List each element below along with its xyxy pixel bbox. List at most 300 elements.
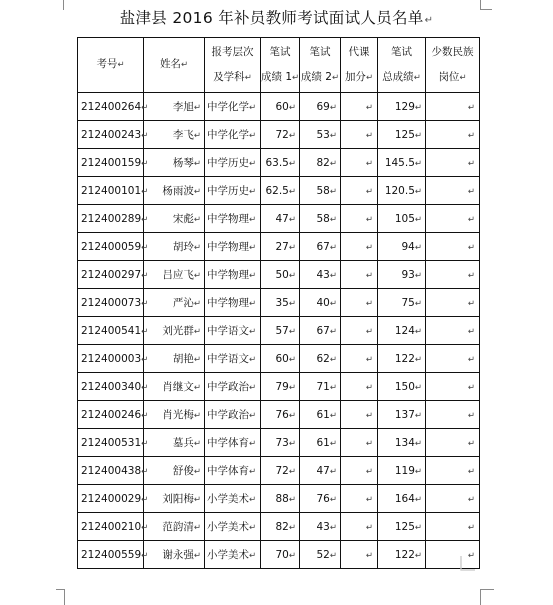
cell-mark-icon: ↵ — [288, 102, 296, 113]
header-text: 加分 — [344, 70, 366, 83]
cell-score2 — [300, 121, 341, 149]
cell-text: 145.5 — [384, 156, 415, 169]
cell-mark-icon: ↵ — [414, 186, 422, 197]
cell-mark-icon: ↵ — [365, 214, 373, 225]
cell-mark-icon: ↵ — [141, 242, 149, 253]
cell-mark-icon: ↵ — [193, 523, 201, 533]
cell-text: 73 — [275, 436, 289, 449]
cell-text: 212400159 — [81, 156, 142, 169]
cell-mark-icon: ↵ — [288, 270, 296, 281]
cell-mark-icon: ↵ — [249, 159, 257, 169]
cell-score1 — [261, 121, 300, 149]
cell-score2 — [300, 541, 341, 569]
cell-score2 — [300, 373, 341, 401]
cell-text: 53 — [316, 128, 330, 141]
cell-mark-icon: ↵ — [414, 438, 422, 449]
cell-mark-icon: ↵ — [193, 467, 201, 477]
header-text: 岗位 — [438, 70, 460, 83]
cell-exam-no — [78, 485, 149, 513]
cell-score2 — [300, 261, 341, 289]
cell-minority-post — [426, 317, 480, 345]
cell-exam-no — [78, 317, 149, 345]
cell-mark-icon: ↵ — [249, 215, 257, 225]
cell-level-subject — [205, 205, 261, 233]
cell-text: 63.5 — [265, 156, 289, 169]
cell-exam-no — [78, 261, 149, 289]
cell-mark-icon: ↵ — [329, 550, 337, 561]
cell-minority-post — [426, 513, 480, 541]
cell-mark-icon: ↵ — [249, 551, 257, 561]
table-row — [78, 513, 480, 541]
cell-total — [378, 457, 426, 485]
cell-mark-icon: ↵ — [413, 72, 421, 83]
cell-text: 125 — [394, 520, 415, 533]
cell-mark-icon: ↵ — [414, 466, 422, 477]
cell-score2 — [300, 233, 341, 261]
cell-text: 62 — [316, 352, 330, 365]
cell-text: 宋彪 — [172, 213, 194, 225]
header-text: 笔试 — [309, 45, 331, 58]
cell-text: 杨雨波 — [162, 185, 194, 197]
cell-mark-icon: ↵ — [288, 326, 296, 337]
cell-total — [378, 429, 426, 457]
cell-text: 小学美术 — [207, 493, 249, 505]
cell-minority-post — [426, 261, 480, 289]
cell-mark-icon: ↵ — [141, 494, 149, 505]
cell-mark-icon: ↵ — [249, 131, 257, 141]
cell-mark-icon: ↵ — [467, 550, 475, 561]
cell-name — [144, 205, 205, 233]
cell-text: 76 — [316, 492, 330, 505]
cell-text: 212400246 — [81, 408, 142, 421]
cell-text: 119 — [394, 464, 415, 477]
crop-mark-bottom-left-v — [64, 589, 65, 605]
cell-text: 中学政治 — [207, 409, 249, 421]
cell-total — [378, 177, 426, 205]
cell-mark-icon: ↵ — [467, 186, 475, 197]
cell-text: 67 — [316, 324, 330, 337]
cell-mark-icon: ↵ — [329, 466, 337, 477]
cell-text: 137 — [394, 408, 415, 421]
cell-text: 中学体育 — [207, 437, 249, 449]
cell-total — [378, 541, 426, 569]
cell-mark-icon: ↵ — [141, 466, 149, 477]
cell-mark-icon: ↵ — [193, 495, 201, 505]
cell-text: 47 — [316, 464, 330, 477]
cell-total — [378, 513, 426, 541]
cell-score2 — [300, 429, 341, 457]
cell-exam-no — [78, 429, 149, 457]
cell-mark-icon: ↵ — [467, 410, 475, 421]
cell-name — [144, 177, 205, 205]
cell-mark-icon: ↵ — [193, 243, 201, 253]
cell-text: 212400029 — [81, 492, 142, 505]
cell-mark-icon: ↵ — [365, 466, 373, 477]
cell-mark-icon: ↵ — [193, 131, 201, 141]
cell-mark-icon: ↵ — [249, 327, 257, 337]
cell-mark-icon: ↵ — [459, 72, 467, 83]
cell-score2 — [300, 317, 341, 345]
cell-level-subject — [205, 149, 261, 177]
cell-exam-no — [78, 233, 149, 261]
cell-text: 小学美术 — [207, 521, 249, 533]
cell-text: 中学物理 — [207, 269, 249, 281]
cell-mark-icon: ↵ — [288, 242, 296, 253]
cell-text: 43 — [316, 268, 330, 281]
cell-text: 58 — [316, 212, 330, 225]
cell-exam-no — [78, 93, 149, 121]
cell-mark-icon: ↵ — [467, 354, 475, 365]
cell-mark-icon: ↵ — [467, 382, 475, 393]
header-text: 考号 — [96, 58, 118, 70]
cell-total — [378, 289, 426, 317]
cell-exam-no — [78, 177, 149, 205]
cell-text: 134 — [394, 436, 415, 449]
cell-text: 120.5 — [384, 184, 415, 197]
cell-text: 27 — [275, 240, 289, 253]
cell-bonus — [341, 289, 378, 317]
cell-text: 212400073 — [81, 296, 142, 309]
cell-text: 71 — [316, 380, 330, 393]
cell-mark-icon: ↵ — [249, 411, 257, 421]
cell-text: 中学语文 — [207, 325, 249, 337]
cell-text: 胡艳 — [172, 353, 194, 365]
title-text: 盐津县 2016 年补员教师考试面试人员名单 — [119, 9, 424, 27]
cell-score1 — [261, 149, 300, 177]
cell-mark-icon: ↵ — [141, 186, 149, 197]
cell-bonus — [341, 149, 378, 177]
header-text: 成绩 1 — [261, 70, 293, 83]
cell-exam-no — [78, 401, 149, 429]
cell-level-subject — [205, 317, 261, 345]
cell-score2 — [300, 149, 341, 177]
table-row — [78, 373, 480, 401]
cell-text: 82 — [316, 156, 330, 169]
table-row — [78, 261, 480, 289]
cell-mark-icon: ↵ — [292, 72, 300, 83]
cell-level-subject — [205, 457, 261, 485]
cell-mark-icon: ↵ — [365, 72, 374, 83]
cell-mark-icon: ↵ — [141, 410, 149, 421]
cell-mark-icon: ↵ — [329, 158, 337, 169]
cell-name — [144, 345, 205, 373]
cell-mark-icon: ↵ — [414, 382, 422, 393]
cell-exam-no — [78, 513, 149, 541]
cell-level-subject — [205, 261, 261, 289]
cell-text: 122 — [394, 548, 415, 561]
cell-text: 范韵清 — [162, 521, 194, 533]
cell-bonus — [341, 317, 378, 345]
cell-minority-post — [426, 233, 480, 261]
cell-text: 肖光梅 — [162, 409, 194, 421]
cell-score1 — [261, 261, 300, 289]
cell-text: 吕应飞 — [162, 269, 194, 281]
cell-level-subject — [205, 401, 261, 429]
cell-level-subject — [205, 373, 261, 401]
cell-text: 李旭 — [172, 101, 194, 113]
cell-text: 杨琴 — [172, 157, 194, 169]
cell-text: 212400297 — [81, 268, 142, 281]
cell-mark-icon: ↵ — [414, 270, 422, 281]
cell-text: 60 — [275, 100, 289, 113]
cell-mark-icon: ↵ — [329, 410, 337, 421]
header-minority-post — [426, 38, 480, 93]
cell-score1 — [261, 401, 300, 429]
cell-mark-icon: ↵ — [414, 298, 422, 309]
cell-mark-icon: ↵ — [288, 298, 296, 309]
cell-text: 中学历史 — [207, 185, 249, 197]
cell-mark-icon: ↵ — [414, 494, 422, 505]
cell-name — [144, 513, 205, 541]
cell-text: 150 — [394, 380, 415, 393]
table-row — [78, 93, 480, 121]
cell-mark-icon: ↵ — [365, 186, 373, 197]
cell-text: 李飞 — [172, 129, 194, 141]
header-score2 — [300, 38, 341, 93]
cell-bonus — [341, 401, 378, 429]
table-row — [78, 485, 480, 513]
cell-score1 — [261, 373, 300, 401]
cell-mark-icon: ↵ — [141, 438, 149, 449]
table-header-row — [78, 38, 480, 93]
cell-text: 中学政治 — [207, 381, 249, 393]
cell-mark-icon: ↵ — [249, 467, 257, 477]
cell-score1 — [261, 317, 300, 345]
cell-score1 — [261, 205, 300, 233]
cell-mark-icon: ↵ — [414, 522, 422, 533]
cell-name — [144, 289, 205, 317]
cell-mark-icon: ↵ — [244, 72, 252, 83]
cell-total — [378, 149, 426, 177]
cell-mark-icon: ↵ — [414, 158, 422, 169]
cell-text: 中学语文 — [207, 353, 249, 365]
cell-mark-icon: ↵ — [414, 242, 422, 253]
header-level-subject — [205, 38, 261, 93]
cell-total — [378, 261, 426, 289]
cell-text: 129 — [394, 100, 415, 113]
cell-text: 中学体育 — [207, 465, 249, 477]
table-row — [78, 457, 480, 485]
cell-level-subject — [205, 345, 261, 373]
cell-text: 75 — [401, 296, 415, 309]
table-row — [78, 401, 480, 429]
cell-mark-icon: ↵ — [288, 494, 296, 505]
cell-mark-icon: ↵ — [249, 243, 257, 253]
cell-total — [378, 401, 426, 429]
cell-mark-icon: ↵ — [467, 522, 475, 533]
cell-text: 212400003 — [81, 352, 142, 365]
cell-text: 212400059 — [81, 240, 142, 253]
cell-mark-icon: ↵ — [141, 326, 149, 337]
cell-mark-icon: ↵ — [467, 298, 475, 309]
cell-name — [144, 149, 205, 177]
cell-mark-icon: ↵ — [249, 271, 257, 281]
cell-mark-icon: ↵ — [249, 299, 257, 309]
cell-text: 35 — [275, 296, 289, 309]
table-row — [78, 345, 480, 373]
cell-bonus — [341, 233, 378, 261]
cell-score2 — [300, 485, 341, 513]
cell-mark-icon: ↵ — [329, 494, 337, 505]
cell-minority-post — [426, 93, 480, 121]
cell-text: 墓兵 — [172, 437, 194, 449]
cell-text: 61 — [316, 408, 330, 421]
cell-text: 164 — [394, 492, 415, 505]
cell-name — [144, 373, 205, 401]
cell-mark-icon: ↵ — [288, 438, 296, 449]
cell-level-subject — [205, 289, 261, 317]
cell-bonus — [341, 345, 378, 373]
cell-mark-icon: ↵ — [329, 354, 337, 365]
cell-mark-icon: ↵ — [414, 130, 422, 141]
table-row — [78, 121, 480, 149]
cell-score2 — [300, 289, 341, 317]
cell-bonus — [341, 485, 378, 513]
cell-mark-icon: ↵ — [467, 494, 475, 505]
table-row — [78, 233, 480, 261]
cell-mark-icon: ↵ — [365, 298, 373, 309]
cell-total — [378, 373, 426, 401]
cell-mark-icon: ↵ — [365, 102, 373, 113]
cell-exam-no — [78, 345, 149, 373]
cell-text: 胡玲 — [172, 241, 194, 253]
cell-level-subject — [205, 429, 261, 457]
cell-score2 — [300, 177, 341, 205]
cell-mark-icon: ↵ — [141, 130, 149, 141]
cell-mark-icon: ↵ — [288, 466, 296, 477]
cell-mark-icon: ↵ — [365, 410, 373, 421]
cell-text: 79 — [275, 380, 289, 393]
cell-mark-icon: ↵ — [288, 214, 296, 225]
cell-mark-icon: ↵ — [288, 158, 296, 169]
cell-mark-icon: ↵ — [193, 383, 201, 393]
cell-text: 212400541 — [81, 324, 142, 337]
cell-text: 中学物理 — [207, 213, 249, 225]
cell-mark-icon: ↵ — [365, 522, 373, 533]
cell-bonus — [341, 373, 378, 401]
cell-minority-post — [426, 149, 480, 177]
table-row — [78, 429, 480, 457]
cell-level-subject — [205, 93, 261, 121]
cell-text: 刘光群 — [162, 325, 194, 337]
cell-exam-no — [78, 373, 149, 401]
cell-mark-icon: ↵ — [414, 550, 422, 561]
cell-mark-icon: ↵ — [141, 550, 149, 561]
header-text: 及学科 — [213, 70, 245, 83]
cell-name — [144, 485, 205, 513]
cell-mark-icon: ↵ — [193, 411, 201, 421]
cell-bonus — [341, 457, 378, 485]
header-text: 笔试 — [269, 45, 291, 58]
cell-name — [144, 541, 205, 569]
cell-mark-icon: ↵ — [467, 214, 475, 225]
cell-text: 肖继文 — [162, 381, 194, 393]
cell-minority-post — [426, 121, 480, 149]
cell-text: 小学美术 — [207, 549, 249, 561]
crop-mark-bottom-right-v — [480, 589, 481, 605]
cell-mark-icon: ↵ — [467, 270, 475, 281]
cell-text: 72 — [275, 128, 289, 141]
cell-text: 212400289 — [81, 212, 142, 225]
cell-total — [378, 233, 426, 261]
cell-mark-icon: ↵ — [365, 494, 373, 505]
cell-text: 124 — [394, 324, 415, 337]
cell-mark-icon: ↵ — [365, 550, 373, 561]
cell-text: 212400243 — [81, 128, 142, 141]
header-score1 — [261, 38, 300, 93]
cell-mark-icon: ↵ — [329, 382, 337, 393]
cell-mark-icon: ↵ — [249, 187, 257, 197]
table-row — [78, 541, 480, 569]
cell-text: 122 — [394, 352, 415, 365]
cell-mark-icon: ↵ — [365, 158, 373, 169]
cell-total — [378, 205, 426, 233]
cell-mark-icon: ↵ — [141, 522, 149, 533]
cell-bonus — [341, 121, 378, 149]
cell-mark-icon: ↵ — [141, 102, 149, 113]
cell-exam-no — [78, 289, 149, 317]
cell-mark-icon: ↵ — [414, 326, 422, 337]
cell-bonus — [341, 261, 378, 289]
cell-text: 严沁 — [172, 297, 194, 309]
table-row — [78, 317, 480, 345]
cell-minority-post — [426, 429, 480, 457]
cell-mark-icon: ↵ — [141, 298, 149, 309]
cell-mark-icon: ↵ — [365, 382, 373, 393]
corner-mark-icon — [457, 550, 479, 575]
cell-text: 43 — [316, 520, 330, 533]
cell-minority-post — [426, 177, 480, 205]
cell-bonus — [341, 177, 378, 205]
cell-mark-icon: ↵ — [141, 214, 149, 225]
cell-text: 40 — [316, 296, 330, 309]
cell-text: 50 — [275, 268, 289, 281]
cell-level-subject — [205, 233, 261, 261]
cell-bonus — [341, 541, 378, 569]
cell-mark-icon: ↵ — [193, 327, 201, 337]
cell-score1 — [261, 485, 300, 513]
header-name — [144, 38, 205, 93]
header-exam-no — [78, 38, 144, 93]
cell-score2 — [300, 205, 341, 233]
cell-text: 82 — [275, 520, 289, 533]
cell-score2 — [300, 513, 341, 541]
cell-mark-icon: ↵ — [329, 242, 337, 253]
table-row — [78, 289, 480, 317]
cell-score1 — [261, 541, 300, 569]
cell-mark-icon: ↵ — [467, 466, 475, 477]
cell-mark-icon: ↵ — [329, 522, 337, 533]
cell-mark-icon: ↵ — [329, 186, 337, 197]
cell-text: 212400340 — [81, 380, 142, 393]
cell-mark-icon: ↵ — [193, 299, 201, 309]
cell-score1 — [261, 429, 300, 457]
cell-text: 47 — [275, 212, 289, 225]
cell-mark-icon: ↵ — [467, 438, 475, 449]
cell-total — [378, 93, 426, 121]
cell-bonus — [341, 513, 378, 541]
cell-mark-icon: ↵ — [288, 522, 296, 533]
cell-text: 212400438 — [81, 464, 142, 477]
cell-exam-no — [78, 149, 149, 177]
cell-score2 — [300, 93, 341, 121]
table-row — [78, 205, 480, 233]
cell-minority-post — [426, 485, 480, 513]
cell-name — [144, 429, 205, 457]
cell-total — [378, 317, 426, 345]
cell-mark-icon: ↵ — [331, 72, 340, 83]
cell-text: 93 — [401, 268, 415, 281]
